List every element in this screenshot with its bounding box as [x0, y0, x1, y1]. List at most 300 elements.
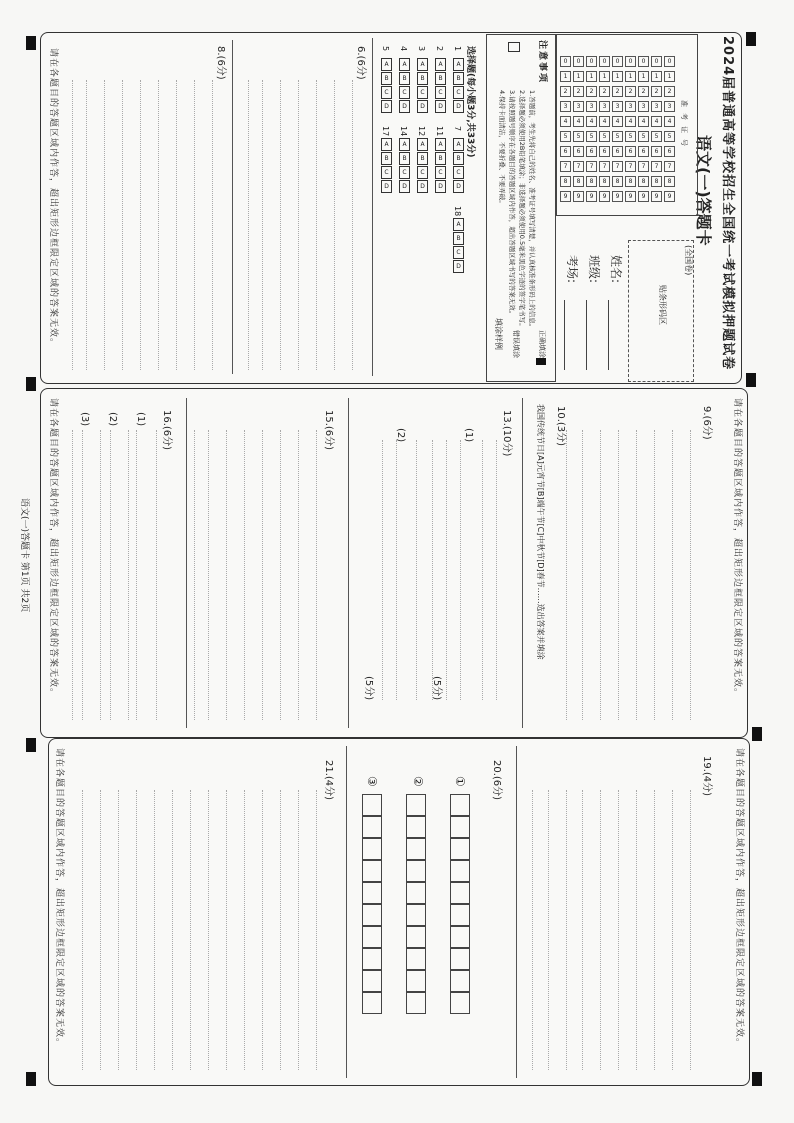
exam-id-bubble[interactable]: 9	[625, 191, 636, 202]
choice-option-bubble[interactable]: C	[381, 86, 392, 99]
choice-option-bubble[interactable]: A	[399, 58, 410, 71]
answer-line[interactable]	[654, 430, 655, 720]
exam-id-bubble[interactable]: 5	[586, 131, 597, 142]
exam-id-bubble[interactable]: 1	[586, 71, 597, 82]
choice-option-bubble[interactable]: C	[453, 86, 464, 99]
exam-id-bubble[interactable]: 3	[573, 101, 584, 112]
question-16-part3: (3)	[79, 412, 90, 427]
exam-id-bubble[interactable]: 7	[599, 161, 610, 172]
answer-line[interactable]	[566, 790, 567, 1070]
choice-option-bubble[interactable]: B	[417, 72, 428, 85]
exam-id-bubble[interactable]: 5	[599, 131, 610, 142]
answer-line[interactable]	[482, 440, 483, 700]
exam-id-bubble[interactable]: 6	[651, 146, 662, 157]
choice-option-bubble[interactable]: C	[399, 86, 410, 99]
answer-line[interactable]	[636, 790, 637, 1070]
fill-example-label: 填涂样例	[494, 318, 503, 350]
grid-cell[interactable]	[362, 816, 382, 838]
grid-cell[interactable]	[450, 794, 470, 816]
exam-id-bubble[interactable]: 0	[599, 56, 610, 67]
divider	[516, 746, 517, 1078]
grid-cell[interactable]	[450, 860, 470, 882]
grid-cell[interactable]	[362, 992, 382, 1014]
answer-line[interactable]	[154, 790, 155, 1070]
choice-number: 2	[435, 46, 444, 52]
answer-line[interactable]	[352, 80, 353, 370]
choice-option-bubble[interactable]: B	[399, 72, 410, 85]
sheet-subtitle: 语文(一)答题卡	[694, 135, 713, 246]
choice-option-bubble[interactable]: D	[417, 180, 428, 193]
answer-line[interactable]	[104, 80, 105, 370]
answer-line[interactable]	[280, 80, 281, 370]
exam-id-bubble[interactable]: 4	[664, 116, 675, 127]
exam-id-bubble[interactable]: 3	[664, 101, 675, 112]
answer-line[interactable]	[212, 80, 213, 370]
exam-id-bubble[interactable]: 3	[560, 101, 571, 112]
choice-number: 7	[453, 126, 462, 132]
answer-line[interactable]	[128, 430, 129, 720]
answer-line[interactable]	[280, 430, 281, 720]
answer-line[interactable]	[298, 80, 299, 370]
exam-id-bubble[interactable]: 7	[573, 161, 584, 172]
choice-option-bubble[interactable]: B	[453, 72, 464, 85]
choice-option-bubble[interactable]: D	[453, 180, 464, 193]
answer-line[interactable]	[432, 440, 433, 700]
exam-id-bubble[interactable]: 1	[664, 71, 675, 82]
exam-id-bubble[interactable]: 7	[612, 161, 623, 172]
grid-cell[interactable]	[362, 970, 382, 992]
choice-option-bubble[interactable]: A	[381, 58, 392, 71]
exam-id-bubble[interactable]: 5	[625, 131, 636, 142]
exam-id-bubble[interactable]: 4	[612, 116, 623, 127]
choice-option-bubble[interactable]: D	[453, 260, 464, 273]
area-warning: 请在各题目的答题区域内作答，超出矩形边框限定区域的答案无效。	[48, 398, 58, 699]
exam-id-bubble[interactable]: 7	[638, 161, 649, 172]
grid-cell[interactable]	[406, 970, 426, 992]
answer-line[interactable]	[672, 430, 673, 720]
grid-cell[interactable]	[406, 992, 426, 1014]
grid-cell[interactable]	[450, 992, 470, 1014]
choice-option-bubble[interactable]: C	[417, 166, 428, 179]
exam-id-bubble[interactable]: 6	[638, 146, 649, 157]
question-13-part1: (1)	[463, 428, 474, 443]
choice-option-bubble[interactable]: A	[453, 138, 464, 151]
choice-option-bubble[interactable]: A	[381, 138, 392, 151]
exam-id-bubble[interactable]: 2	[612, 86, 623, 97]
choice-option-bubble[interactable]: D	[381, 180, 392, 193]
corner-mark	[746, 373, 756, 387]
exam-id-bubble[interactable]: 2	[664, 86, 675, 97]
choice-option-bubble[interactable]: C	[417, 86, 428, 99]
exam-id-bubble[interactable]: 0	[664, 56, 675, 67]
grid-cell[interactable]	[450, 948, 470, 970]
exam-id-bubble[interactable]: 0	[560, 56, 571, 67]
exam-id-bubble[interactable]: 2	[560, 86, 571, 97]
question-16: 16.(6分)	[161, 410, 172, 451]
exam-id-bubble[interactable]: 8	[638, 176, 649, 187]
class-field[interactable]	[586, 300, 587, 370]
choice-option-bubble[interactable]: D	[399, 180, 410, 193]
exam-id-bubble[interactable]: 2	[573, 86, 584, 97]
exam-id-bubble[interactable]: 4	[638, 116, 649, 127]
divider	[522, 398, 523, 728]
choice-option-bubble[interactable]: C	[453, 166, 464, 179]
corner-mark	[26, 1072, 36, 1086]
answer-line[interactable]	[618, 430, 619, 720]
answer-line[interactable]	[122, 80, 123, 370]
grid-cell[interactable]	[450, 970, 470, 992]
grid-cell[interactable]	[406, 838, 426, 860]
answer-line[interactable]	[226, 790, 227, 1070]
exam-id-bubble[interactable]: 2	[625, 86, 636, 97]
corner-mark	[26, 738, 36, 752]
question-13-part2-score: (5分)	[363, 676, 374, 701]
answer-line[interactable]	[396, 440, 397, 700]
grid-cell[interactable]	[362, 860, 382, 882]
choice-option-bubble[interactable]: C	[399, 166, 410, 179]
name-label: 姓名:	[609, 255, 623, 284]
exam-id-bubble[interactable]: 0	[638, 56, 649, 67]
answer-line[interactable]	[110, 430, 111, 720]
grid-cell[interactable]	[406, 860, 426, 882]
exam-id-bubble[interactable]: 9	[664, 191, 675, 202]
answer-line[interactable]	[172, 790, 173, 1070]
grid-cell[interactable]	[450, 882, 470, 904]
exam-id-bubble[interactable]: 7	[651, 161, 662, 172]
choice-option-bubble[interactable]: A	[435, 58, 446, 71]
grid-cell[interactable]	[406, 948, 426, 970]
exam-id-bubble[interactable]: 7	[586, 161, 597, 172]
choice-option-bubble[interactable]: D	[453, 100, 464, 113]
answer-line[interactable]	[690, 790, 691, 1070]
exam-id-bubble[interactable]: 5	[573, 131, 584, 142]
exam-id-bubble[interactable]: 7	[560, 161, 571, 172]
answer-line[interactable]	[208, 430, 209, 720]
exam-id-bubble[interactable]: 2	[638, 86, 649, 97]
answer-line[interactable]	[100, 430, 101, 720]
question-15: 15.(6分)	[323, 410, 334, 451]
answer-line[interactable]	[496, 440, 497, 700]
notice-line: 2.选择题必须使用2B铅笔填涂；非选择题必须使用0.5毫米黑色字迹的签字笔书写。	[518, 90, 526, 330]
notice-line: 4.保持卡面清洁，不要折叠、不要弄破。	[498, 90, 506, 207]
choice-option-bubble[interactable]: D	[417, 100, 428, 113]
choice-title: 选择题(每小题3分,共33分)	[465, 46, 475, 158]
exam-id-bubble[interactable]: 1	[560, 71, 571, 82]
question-21: 21.(4分)	[323, 760, 334, 801]
grid-cell[interactable]	[406, 794, 426, 816]
name-field[interactable]	[608, 300, 609, 370]
choice-number: 12	[417, 126, 426, 137]
grid-cell[interactable]	[406, 816, 426, 838]
grid-cell[interactable]	[406, 882, 426, 904]
exam-id-bubble[interactable]: 3	[625, 101, 636, 112]
exam-id-bubble[interactable]: 9	[599, 191, 610, 202]
choice-option-bubble[interactable]: A	[417, 58, 428, 71]
corner-mark	[26, 36, 36, 50]
class-label: 班级:	[587, 255, 601, 284]
grid-cell[interactable]	[450, 926, 470, 948]
choice-option-bubble[interactable]: A	[453, 58, 464, 71]
sheet-title: 2024届普通高等学校招生全国统一考试模拟押题试卷	[720, 36, 735, 371]
area-warning: 请在各题目的答题区域内作答，超出矩形边框限定区域的答案无效。	[734, 748, 744, 1049]
exam-id-bubble[interactable]: 6	[625, 146, 636, 157]
answer-line[interactable]	[86, 80, 87, 370]
grid-cell[interactable]	[406, 904, 426, 926]
exam-id-label: 准考证号	[680, 100, 688, 152]
room-label: 考场:	[565, 255, 579, 284]
exam-id-bubble[interactable]: 2	[651, 86, 662, 97]
exam-id-bubble[interactable]: 8	[625, 176, 636, 187]
answer-line[interactable]	[82, 430, 83, 720]
answer-line[interactable]	[244, 430, 245, 720]
exam-id-bubble[interactable]: 6	[560, 146, 571, 157]
choice-number: 18	[453, 206, 462, 217]
question-6: 6.(6分)	[355, 46, 366, 80]
answer-line[interactable]	[190, 790, 191, 1070]
choice-option-bubble[interactable]: A	[399, 138, 410, 151]
exam-id-bubble[interactable]: 4	[586, 116, 597, 127]
choice-option-bubble[interactable]: D	[435, 100, 446, 113]
answer-line[interactable]	[100, 790, 101, 1070]
answer-line[interactable]	[690, 430, 691, 720]
answer-line[interactable]	[382, 440, 383, 700]
absent-box[interactable]	[508, 42, 520, 52]
room-field[interactable]	[564, 300, 565, 370]
area-warning: 请在各题目的答题区域内作答，超出矩形边框限定区域的答案无效。	[48, 48, 58, 349]
exam-id-bubble[interactable]: 8	[573, 176, 584, 187]
corner-mark	[752, 727, 762, 741]
exam-id-bubble[interactable]: 6	[573, 146, 584, 157]
exam-id-bubble[interactable]: 0	[586, 56, 597, 67]
answer-line[interactable]	[82, 790, 83, 1070]
answer-line[interactable]	[618, 790, 619, 1070]
choice-option-bubble[interactable]: A	[435, 138, 446, 151]
grid-cell[interactable]	[362, 794, 382, 816]
fill-example-correct: 正确填涂	[538, 330, 546, 358]
exam-id-bubble[interactable]: 4	[651, 116, 662, 127]
exam-id-bubble[interactable]: 5	[560, 131, 571, 142]
exam-id-bubble[interactable]: 1	[651, 71, 662, 82]
question-9: 9.(6分)	[701, 406, 712, 440]
fill-example-wrong: 错误填涂	[512, 330, 520, 358]
answer-line[interactable]	[548, 790, 549, 1070]
exam-id-bubble[interactable]: 4	[599, 116, 610, 127]
question-20-mark-3: ③	[365, 776, 379, 787]
grid-cell[interactable]	[362, 838, 382, 860]
divider	[348, 398, 349, 728]
choice-option-bubble[interactable]: A	[417, 138, 428, 151]
exam-id-bubble[interactable]: 6	[612, 146, 623, 157]
exam-id-bubble[interactable]: 3	[651, 101, 662, 112]
answer-line[interactable]	[208, 790, 209, 1070]
exam-id-bubble[interactable]: 8	[599, 176, 610, 187]
choice-option-bubble[interactable]: B	[435, 152, 446, 165]
grid-cell[interactable]	[450, 838, 470, 860]
question-10-text: 我国传统节日[A]元宵节[B]端午节[C]中秋节[D]春节……选出答案并填涂	[536, 404, 545, 660]
answer-line[interactable]	[600, 430, 601, 720]
answer-line[interactable]	[194, 80, 195, 370]
grid-cell[interactable]	[362, 904, 382, 926]
answer-line[interactable]	[136, 790, 137, 1070]
choice-number: 14	[399, 126, 408, 137]
exam-id-bubble[interactable]: 8	[651, 176, 662, 187]
question-19: 19.(4分)	[701, 756, 712, 797]
answer-line[interactable]	[118, 790, 119, 1070]
exam-id-bubble[interactable]: 9	[586, 191, 597, 202]
exam-id-bubble[interactable]: 8	[664, 176, 675, 187]
answer-line[interactable]	[532, 790, 533, 1070]
answer-line[interactable]	[636, 430, 637, 720]
answer-line[interactable]	[72, 80, 73, 370]
corner-mark	[752, 1072, 762, 1086]
answer-line[interactable]	[582, 790, 583, 1070]
choice-option-bubble[interactable]: B	[453, 232, 464, 245]
exam-id-bubble[interactable]: 3	[599, 101, 610, 112]
question-10: 10.(3分)	[555, 406, 566, 447]
choice-number: 3	[417, 46, 426, 52]
choice-number: 5	[381, 46, 390, 52]
exam-id-bubble[interactable]: 9	[638, 191, 649, 202]
grid-cell[interactable]	[450, 816, 470, 838]
answer-line[interactable]	[566, 430, 567, 720]
choice-option-bubble[interactable]: D	[399, 100, 410, 113]
exam-id-bubble[interactable]: 7	[625, 161, 636, 172]
grid-cell[interactable]	[362, 882, 382, 904]
choice-option-bubble[interactable]: D	[435, 180, 446, 193]
area-warning: 请在各题目的答题区域内作答，超出矩形边框限定区域的答案无效。	[54, 748, 64, 1049]
exam-id-bubble[interactable]: 4	[625, 116, 636, 127]
answer-line[interactable]	[416, 440, 417, 700]
exam-id-bubble[interactable]: 3	[638, 101, 649, 112]
exam-id-bubble[interactable]: 8	[560, 176, 571, 187]
exam-id-bubble[interactable]: 0	[612, 56, 623, 67]
barcode-label: 贴条形码区	[658, 285, 667, 325]
exam-id-bubble[interactable]: 5	[612, 131, 623, 142]
exam-id-bubble[interactable]: 1	[638, 71, 649, 82]
exam-id-bubble[interactable]: 0	[651, 56, 662, 67]
choice-option-bubble[interactable]: B	[399, 152, 410, 165]
divider	[346, 746, 347, 1078]
choice-number: 4	[399, 46, 408, 52]
choice-option-bubble[interactable]: C	[381, 166, 392, 179]
answer-line[interactable]	[316, 430, 317, 720]
exam-id-bubble[interactable]: 5	[651, 131, 662, 142]
answer-line[interactable]	[248, 80, 249, 370]
answer-line[interactable]	[136, 430, 137, 720]
choice-number: 1	[453, 46, 462, 52]
answer-line[interactable]	[672, 790, 673, 1070]
question-20: 20.(6分)	[491, 760, 502, 801]
choice-option-bubble[interactable]: B	[381, 152, 392, 165]
divider	[232, 40, 233, 374]
exam-id-bubble[interactable]: 0	[625, 56, 636, 67]
grid-cell[interactable]	[450, 904, 470, 926]
exam-id-bubble[interactable]: 9	[612, 191, 623, 202]
exam-id-bubble[interactable]: 1	[625, 71, 636, 82]
choice-bubbles[interactable]	[378, 46, 474, 366]
answer-line[interactable]	[654, 790, 655, 1070]
answer-line[interactable]	[280, 790, 281, 1070]
answer-line[interactable]	[72, 430, 73, 720]
answer-line[interactable]	[262, 80, 263, 370]
exam-id-bubbles[interactable]	[560, 36, 685, 212]
answer-line[interactable]	[316, 80, 317, 370]
answer-line[interactable]	[460, 440, 461, 700]
choice-option-bubble[interactable]: D	[381, 100, 392, 113]
exam-id-bubble[interactable]: 2	[586, 86, 597, 97]
exam-id-bubble[interactable]: 9	[560, 191, 571, 202]
choice-option-bubble[interactable]: B	[417, 152, 428, 165]
choice-option-bubble[interactable]: C	[435, 86, 446, 99]
answer-line[interactable]	[600, 790, 601, 1070]
exam-id-bubble[interactable]: 1	[573, 71, 584, 82]
choice-option-bubble[interactable]: C	[453, 246, 464, 259]
exam-id-bubble[interactable]: 4	[560, 116, 571, 127]
exam-id-bubble[interactable]: 6	[599, 146, 610, 157]
exam-id-bubble[interactable]: 9	[573, 191, 584, 202]
exam-id-bubble[interactable]: 8	[586, 176, 597, 187]
answer-line[interactable]	[298, 790, 299, 1070]
exam-id-bubble[interactable]: 5	[638, 131, 649, 142]
answer-line[interactable]	[298, 430, 299, 720]
answer-line[interactable]	[244, 790, 245, 1070]
exam-id-bubble[interactable]: 2	[599, 86, 610, 97]
choice-number: 11	[435, 126, 444, 137]
answer-line[interactable]	[334, 80, 335, 370]
answer-line[interactable]	[582, 430, 583, 720]
answer-line[interactable]	[158, 80, 159, 370]
grid-cell[interactable]	[362, 948, 382, 970]
question-20-mark-1: ①	[453, 776, 467, 787]
exam-id-bubble[interactable]: 4	[573, 116, 584, 127]
exam-id-bubble[interactable]: 6	[586, 146, 597, 157]
answer-line[interactable]	[140, 80, 141, 370]
choice-option-bubble[interactable]: A	[453, 218, 464, 231]
exam-id-bubble[interactable]: 3	[586, 101, 597, 112]
exam-id-bubble[interactable]: 3	[612, 101, 623, 112]
exam-id-bubble[interactable]: 7	[664, 161, 675, 172]
page-footer: 语文(一)答题卡 第1页 共2页	[19, 498, 29, 613]
exam-id-bubble[interactable]: 0	[573, 56, 584, 67]
answer-line[interactable]	[262, 430, 263, 720]
choice-option-bubble[interactable]: C	[435, 166, 446, 179]
answer-line[interactable]	[226, 430, 227, 720]
grid-cell[interactable]	[362, 926, 382, 948]
area-warning: 请在各题目的答题区域内作答，超出矩形边框限定区域的答案无效。	[732, 398, 742, 699]
exam-id-bubble[interactable]: 1	[612, 71, 623, 82]
exam-id-bubble[interactable]: 5	[664, 131, 675, 142]
notice-line: 3.请按照题号顺序在各题目的答题区域内作答，超出答题区域书写的答案无效。	[508, 90, 516, 318]
answer-line[interactable]	[446, 440, 447, 700]
grid-cell[interactable]	[406, 926, 426, 948]
question-13-part1-score: (5分)	[431, 676, 442, 701]
answer-line[interactable]	[176, 80, 177, 370]
exam-id-bubble[interactable]: 8	[612, 176, 623, 187]
choice-option-bubble[interactable]: B	[381, 72, 392, 85]
exam-id-bubble[interactable]: 9	[651, 191, 662, 202]
corner-mark	[746, 32, 756, 46]
volume-tag: (全国卷)	[684, 245, 693, 276]
choice-option-bubble[interactable]: B	[435, 72, 446, 85]
exam-id-bubble[interactable]: 6	[664, 146, 675, 157]
answer-line[interactable]	[262, 790, 263, 1070]
choice-option-bubble[interactable]: B	[453, 152, 464, 165]
answer-line[interactable]	[156, 430, 157, 720]
answer-line[interactable]	[316, 790, 317, 1070]
exam-id-bubble[interactable]: 1	[599, 71, 610, 82]
divider	[186, 398, 187, 728]
answer-line[interactable]	[194, 430, 195, 720]
